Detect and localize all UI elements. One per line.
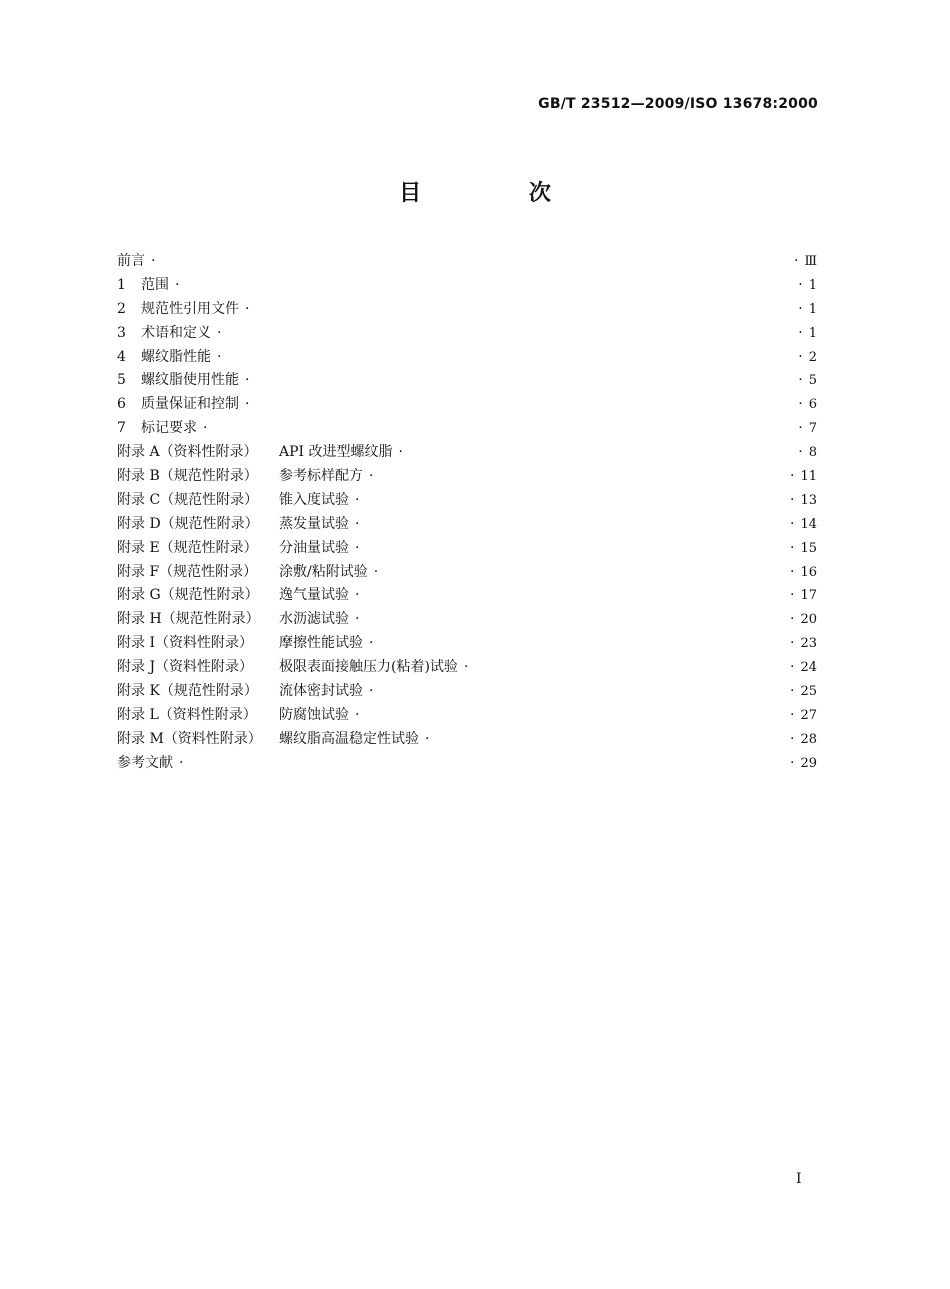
toc-entry[interactable] <box>117 584 817 608</box>
toc-entry[interactable] <box>117 489 817 513</box>
toc-entry[interactable] <box>117 513 817 537</box>
toc-entry-page: 20 <box>800 612 817 628</box>
toc-leader-dot: · <box>217 324 222 341</box>
toc-entry-label: 螺纹脂使用性能 <box>141 372 239 389</box>
toc-entry-annex: 附录 E（规范性附录） <box>117 539 258 556</box>
toc-entry-annex: 附录 F（规范性附录） <box>117 563 258 580</box>
toc-leader-dot: · <box>355 587 360 604</box>
toc-entry-label: 质量保证和控制 <box>141 396 239 413</box>
toc-entry-annex: 附录 L（资料性附录） <box>117 706 257 723</box>
toc-entry-label: 螺纹脂性能 <box>141 348 211 365</box>
toc-entry-annex: 附录 H（规范性附录） <box>117 611 260 628</box>
toc-entry[interactable] <box>117 298 817 322</box>
toc-entry-page: 8 <box>808 445 817 461</box>
toc-entry-title <box>117 752 173 776</box>
toc-entry-page: 7 <box>808 421 817 437</box>
toc-entry-label: 防腐蚀试验 <box>279 706 349 723</box>
toc-entry[interactable] <box>117 322 817 346</box>
toc-entry[interactable] <box>117 441 817 465</box>
toc-leader-dot: · <box>373 563 379 580</box>
toc-entry-number: 6 <box>117 396 126 413</box>
toc-entry[interactable] <box>117 393 817 417</box>
toc-entry-annex: 附录 M（资料性附录） <box>117 730 262 747</box>
toc-entry-title <box>117 489 349 513</box>
toc-entry-label: 摩擦性能试验 <box>279 635 363 652</box>
toc-entry-page: Ⅲ <box>804 254 817 269</box>
toc-leader-dot: · <box>175 276 180 293</box>
toc-leader-dot: · <box>790 706 795 723</box>
page-number: I <box>796 1171 802 1187</box>
toc-entry-title <box>117 417 197 441</box>
toc-leader-dot: · <box>355 491 360 508</box>
standard-number: GB/T 23512—2009/ISO 13678:2000 <box>538 96 818 112</box>
toc-entry-title <box>117 561 368 585</box>
toc-entry-annex: 附录 C（规范性附录） <box>117 491 259 508</box>
toc-entry[interactable] <box>117 680 817 704</box>
toc-entry-title <box>117 537 349 561</box>
toc-entry-page: 28 <box>800 731 817 747</box>
toc-leader-dot: · <box>179 754 184 771</box>
toc-entry[interactable] <box>117 346 817 370</box>
toc-entry-title <box>117 656 458 680</box>
toc-entry-title <box>117 369 239 393</box>
toc-entry-title <box>117 298 239 322</box>
toc-entry[interactable] <box>117 728 817 752</box>
toc-leader-dot: · <box>203 420 208 437</box>
toc-leader-dot: · <box>794 253 799 269</box>
toc-entry[interactable] <box>117 465 817 489</box>
toc-entry-title <box>117 441 393 465</box>
toc-leader-dot: · <box>790 491 795 508</box>
toc-entry-label: 术语和定义 <box>141 324 211 341</box>
toc-leader-dot: · <box>790 659 795 676</box>
toc-entry[interactable] <box>117 274 817 298</box>
toc-leader-dot: · <box>790 635 795 652</box>
toc-entry-number: 5 <box>117 372 126 389</box>
toc-leader-dot: · <box>790 515 795 532</box>
toc-entry[interactable] <box>117 632 817 656</box>
toc-entry[interactable] <box>117 250 817 274</box>
toc-leader-dot: · <box>790 468 795 485</box>
toc-entry-title <box>117 704 349 728</box>
toc-entry-page: 17 <box>800 588 817 604</box>
toc-leader-dot: · <box>245 372 250 389</box>
toc-entry[interactable] <box>117 561 817 585</box>
toc-entry-number: 3 <box>117 324 126 341</box>
toc-entry-label: 涂敷/粘附试验 <box>279 563 368 580</box>
toc-entry-title <box>117 584 349 608</box>
toc-leader-dot: · <box>151 253 156 269</box>
toc-entry-page: 13 <box>800 492 817 508</box>
toc-entry-label: 规范性引用文件 <box>141 300 239 317</box>
toc-leader-dot: · <box>798 324 803 341</box>
toc-entry-page: 24 <box>800 660 817 676</box>
toc-entry-page: 1 <box>808 277 817 293</box>
toc-leader-dot: · <box>245 396 250 413</box>
toc-entry[interactable] <box>117 608 817 632</box>
toc-entry-label: 极限表面接触压力(粘着)试验 <box>279 659 458 676</box>
toc-entry-page: 25 <box>800 684 817 700</box>
toc-leader-dot: · <box>798 420 803 437</box>
toc-entry-label: 流体密封试验 <box>279 683 363 700</box>
toc-entry-label: 参考文献 <box>117 754 173 771</box>
toc-entry-page: 27 <box>800 707 817 723</box>
toc-entry-number: 2 <box>117 300 126 317</box>
toc-entry-title <box>117 465 363 489</box>
toc-entry-label: 范围 <box>141 276 169 293</box>
toc-leader-dot: · <box>798 372 803 389</box>
toc-leader-dot: · <box>245 300 250 317</box>
toc-entry[interactable] <box>117 417 817 441</box>
toc-entry-annex: 附录 J（资料性附录） <box>117 659 254 676</box>
toc-entry-label: 水沥滤试验 <box>279 611 349 628</box>
toc-entry-title <box>117 680 363 704</box>
toc-leader-dot: · <box>790 754 795 771</box>
toc-entry-page: 1 <box>808 325 817 341</box>
table-of-contents <box>117 250 817 776</box>
toc-leader-dot: · <box>369 683 374 700</box>
toc-leader-dot: · <box>790 730 795 747</box>
toc-leader-dot: · <box>355 611 360 628</box>
toc-entry-title <box>117 393 239 417</box>
toc-entry-annex: 附录 I（资料性附录） <box>117 635 253 652</box>
toc-leader-dot: · <box>798 444 803 461</box>
toc-entry-number: 7 <box>117 420 126 437</box>
toc-entry-title <box>117 608 349 632</box>
toc-entry-label: 逸气量试验 <box>279 587 349 604</box>
toc-entry-title <box>117 513 349 537</box>
toc-entry-title <box>117 632 363 656</box>
toc-leader-dot: · <box>425 730 430 747</box>
toc-entry-page: 6 <box>808 397 817 413</box>
toc-leader-dot: · <box>463 659 469 676</box>
toc-entry-label: 前言 <box>117 253 145 269</box>
toc-leader-dot: · <box>369 468 374 485</box>
toc-entry-annex: 附录 G（规范性附录） <box>117 587 259 604</box>
toc-entry-page: 1 <box>808 301 817 317</box>
toc-entry[interactable] <box>117 752 817 776</box>
toc-leader-dot: · <box>790 539 795 556</box>
toc-entry-title <box>117 274 169 298</box>
toc-entry-annex: 附录 A（资料性附录） <box>117 444 258 461</box>
toc-leader-dot: · <box>355 515 360 532</box>
toc-leader-dot: · <box>398 444 403 461</box>
toc-entry-title <box>117 322 211 346</box>
toc-leader-dot: · <box>798 300 803 317</box>
toc-entry-page: 23 <box>800 636 817 652</box>
page-title: 目 次 <box>399 181 601 206</box>
toc-entry-page: 5 <box>808 373 817 389</box>
toc-entry-page: 15 <box>800 540 817 556</box>
toc-entry-title <box>117 346 211 370</box>
toc-entry-label: API 改进型螺纹脂 <box>279 444 393 461</box>
toc-entry-label: 螺纹脂高温稳定性试验 <box>279 730 419 747</box>
toc-entry-page: 2 <box>808 349 817 365</box>
toc-leader-dot: · <box>798 348 803 365</box>
toc-leader-dot: · <box>790 683 795 700</box>
toc-entry-number: 4 <box>117 348 126 365</box>
toc-leader-dot: · <box>798 276 803 293</box>
toc-leader-dot: · <box>798 396 803 413</box>
toc-entry-annex: 附录 D（规范性附录） <box>117 515 259 532</box>
toc-entry[interactable] <box>117 537 817 561</box>
toc-entry-title <box>117 250 145 274</box>
toc-entry-label: 参考标样配方 <box>279 468 363 485</box>
toc-entry-page: 14 <box>800 516 817 532</box>
toc-leader-dot: · <box>355 539 360 556</box>
toc-entry-number: 1 <box>117 276 126 293</box>
toc-entry-page: 29 <box>800 755 817 771</box>
toc-entry[interactable] <box>117 369 817 393</box>
toc-entry[interactable] <box>117 656 817 680</box>
toc-entry-annex: 附录 K（规范性附录） <box>117 683 258 700</box>
toc-leader-dot: · <box>790 587 795 604</box>
toc-entry-label: 分油量试验 <box>279 539 349 556</box>
toc-leader-dot: · <box>790 563 795 580</box>
toc-entry-page: 16 <box>800 564 817 580</box>
toc-entry-title <box>117 728 419 752</box>
toc-entry-label: 标记要求 <box>141 420 197 437</box>
toc-entry[interactable] <box>117 704 817 728</box>
toc-entry-label: 锥入度试验 <box>279 491 349 508</box>
toc-leader-dot: · <box>355 706 360 723</box>
toc-entry-page: 11 <box>800 469 817 485</box>
toc-leader-dot: · <box>790 611 795 628</box>
toc-entry-annex: 附录 B（规范性附录） <box>117 468 258 485</box>
toc-entry-label: 蒸发量试验 <box>279 515 349 532</box>
toc-leader-dot: · <box>217 348 222 365</box>
toc-leader-dot: · <box>369 635 374 652</box>
